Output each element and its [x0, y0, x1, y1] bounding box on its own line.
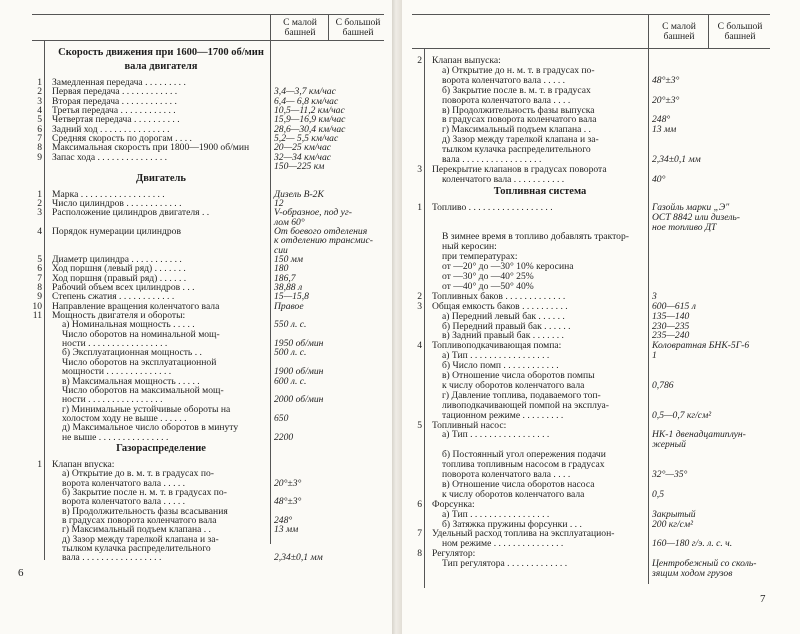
- parameter-value: НК-1 двенадцатиплун-: [652, 429, 746, 441]
- parameter-value: 0,5: [652, 488, 664, 500]
- section-title: вала двигателя: [124, 61, 198, 72]
- parameter-label: тылком кулачка распределительного: [62, 543, 211, 555]
- row-number: 6: [37, 263, 42, 275]
- parameter-label: Топливных баков . . . . . . . . . . . . .: [432, 290, 566, 302]
- parameter-label: Топливоподкачивающая помпа:: [432, 340, 562, 352]
- parameter-value: Дизель В-2К: [274, 188, 324, 200]
- parameter-label: Четвертая передача . . . . . . . . . .: [52, 114, 180, 126]
- parameter-value: 600—615 л: [652, 300, 696, 312]
- parameter-value: 2200: [274, 431, 294, 443]
- parameter-value: 38,88 л: [274, 282, 303, 293]
- row-number: 4: [37, 225, 42, 237]
- parameter-label: Третья передача . . . . . . . . . . . .: [52, 105, 176, 117]
- column-divider: [648, 14, 649, 584]
- parameter-label: Удельный расход топлива на эксплуатацион-: [432, 528, 615, 540]
- parameter-label: тационном режиме . . . . . . . . .: [442, 409, 564, 421]
- parameter-value: ОСТ 8842 или дизель-: [652, 211, 740, 223]
- parameter-value: ное топливо ДТ: [652, 221, 717, 233]
- row-number: 5: [37, 114, 42, 126]
- row-number: 2: [37, 86, 42, 98]
- parameter-label: в градусах поворота коленчатого вала: [62, 515, 217, 527]
- parameter-label: Марка . . . . . . . . . . . . . . . . . .: [52, 188, 165, 200]
- row-number: 5: [417, 419, 422, 431]
- header-bottom-rule: [32, 40, 384, 41]
- parameter-value: 5,2— 5,5 км/час: [274, 133, 339, 145]
- parameter-label: при температурах:: [442, 251, 518, 263]
- parameter-label: а) Тип . . . . . . . . . . . . . . . . .: [442, 429, 550, 441]
- parameter-value: 0,786: [652, 379, 674, 391]
- parameter-label: тылком кулачка распределительного: [442, 144, 591, 156]
- parameter-label: В зимнее время в топливо добавлять трактор-: [442, 231, 629, 243]
- parameter-label: Топливо . . . . . . . . . . . . . . . . . .: [432, 201, 553, 213]
- parameter-value: 600 л. с.: [274, 375, 307, 387]
- parameter-value: Правое: [274, 300, 304, 312]
- parameter-value: 186,7: [274, 272, 296, 284]
- parameter-label: Диаметр цилиндра . . . . . . . . . . .: [52, 253, 182, 265]
- parameter-label: вала . . . . . . . . . . . . . . . . .: [442, 154, 542, 165]
- parameter-label: ном режиме . . . . . . . . . . . . . . .: [442, 538, 564, 550]
- parameter-label: ворота коленчатого вала . . . . .: [62, 477, 186, 489]
- parameter-label: Направление вращения коленчатого вала: [52, 300, 220, 312]
- parameter-label: г) Максимальный подъем клапана . .: [62, 524, 211, 536]
- parameter-value: 230—235: [652, 320, 690, 332]
- parameter-label: Порядок нумерации цилиндров: [52, 225, 181, 237]
- parameter-value: 40°: [652, 173, 666, 185]
- page-number: 7: [760, 593, 766, 605]
- parameter-label: ности . . . . . . . . . . . . . . . . .: [62, 338, 168, 350]
- parameter-value: 12: [274, 197, 284, 209]
- row-number: 9: [37, 151, 42, 163]
- parameter-value: Коловратная БНК-5Г-6: [652, 340, 750, 352]
- parameter-label: д) Зазор между тарелкой клапана и за-: [442, 134, 599, 146]
- parameter-value: 32°—35°: [652, 469, 688, 480]
- row-number: 3: [37, 95, 42, 107]
- section-title: Топливная система: [493, 185, 587, 197]
- parameter-label: Топливный насос:: [432, 419, 507, 431]
- parameter-label: вала . . . . . . . . . . . . . . . . .: [62, 552, 162, 564]
- parameter-label: б) Передний правый бак . . . . . .: [442, 320, 571, 332]
- parameter-value: От боевого отделения: [274, 225, 368, 237]
- parameter-value: 48°±3°: [274, 496, 302, 508]
- left-page: [0, 0, 392, 634]
- parameter-value: 1: [652, 350, 657, 362]
- parameter-value: 6,4— 6,8 км/час: [274, 95, 339, 107]
- header-bottom-rule: [412, 48, 770, 49]
- parameter-label: Задний ход . . . . . . . . . . . . . . .: [52, 123, 170, 135]
- parameter-label: топлива топливным насосом в градусах: [442, 459, 605, 471]
- parameter-label: Мощность двигателя и обороты:: [52, 310, 186, 322]
- parameter-value: 20°±3°: [652, 94, 680, 106]
- parameter-label: а) Тип . . . . . . . . . . . . . . . . .: [442, 350, 550, 362]
- parameter-value: лом 60°: [274, 216, 305, 228]
- parameter-value: 150 мм: [274, 253, 304, 265]
- header-divider: [328, 14, 329, 40]
- parameter-label: Вторая передача . . . . . . . . . . . .: [52, 95, 177, 107]
- parameter-value: 3: [652, 290, 657, 302]
- section-title: Газораспределение: [116, 442, 206, 454]
- parameter-label: к числу оборотов коленчатого вала: [442, 488, 585, 500]
- row-number: 7: [417, 528, 422, 540]
- parameter-label: а) Открытие до в. м. т. в градусах по-: [62, 468, 214, 480]
- book-gutter: [392, 0, 402, 634]
- parameter-label: Ход поршня (левый ряд) . . . . . . .: [52, 263, 186, 275]
- parameter-label: Средняя скорость по дорогам . . . .: [52, 133, 192, 145]
- parameter-value: Закрытый: [652, 508, 696, 520]
- parameter-label: Тип регулятора . . . . . . . . . . . . .: [442, 558, 568, 570]
- row-number: 1: [37, 77, 42, 88]
- column-divider: [270, 14, 271, 544]
- parameter-value: 150—225 км: [274, 161, 325, 173]
- right-page: [402, 0, 800, 634]
- parameter-label: а) Номинальная мощность . . . . .: [62, 319, 195, 331]
- parameter-value: 500 л. с.: [274, 347, 307, 359]
- parameter-value: V-образное, под уг-: [274, 207, 352, 219]
- parameter-label: от —20° до —30° 10% керосина: [442, 261, 574, 273]
- parameter-label: от —40° до —50° 40%: [442, 280, 534, 292]
- parameter-label: б) Закрытие после н. м. т. в градусах по-: [62, 487, 227, 498]
- parameter-label: а) Передний левый бак . . . . . .: [442, 310, 565, 322]
- parameter-label: ливоподкачивающей помпой на эксплуа-: [442, 399, 609, 411]
- parameter-value: 248°: [652, 114, 671, 126]
- header-large-turret: С большой башней: [717, 21, 763, 42]
- parameter-value: 2,34±0,1 мм: [652, 154, 701, 165]
- section-title: Двигатель: [136, 172, 186, 184]
- parameter-value: 200 кг/см²: [652, 518, 693, 530]
- parameter-label: ворота коленчатого вала . . . . .: [62, 496, 186, 508]
- row-number: 1: [417, 201, 422, 213]
- parameter-value: сии: [274, 244, 288, 256]
- row-number: 8: [37, 282, 42, 293]
- parameter-label: Число оборотов на максимальной мощ-: [62, 384, 224, 396]
- parameter-value: 248°: [274, 515, 293, 527]
- parameter-label: б) Эксплуатационная мощность . .: [62, 347, 202, 359]
- parameter-label: а) Открытие до н. м. т. в градусах по-: [442, 64, 595, 76]
- parameter-value: 2,34±0,1 мм: [274, 552, 323, 564]
- parameter-value: Центробежный со сколь-: [652, 558, 757, 570]
- parameter-label: в) Продолжительность фазы выпуска: [442, 104, 595, 116]
- row-number: 8: [37, 142, 42, 154]
- row-number: 10: [32, 300, 42, 312]
- parameter-label: в) Задний правый бак . . . . . . .: [442, 330, 564, 342]
- parameter-label: г) Максимальный подъем клапана . .: [442, 124, 591, 136]
- parameter-value: 2000 об/мин: [274, 394, 324, 406]
- row-number: 11: [32, 310, 42, 322]
- parameter-label: б) Число помп . . . . . . . . . . . .: [442, 360, 559, 372]
- parameter-value: 10,5—11,2 км/час: [274, 105, 345, 117]
- row-number: 1: [37, 458, 42, 470]
- parameter-value: 15,9—16,9 км/час: [274, 114, 346, 126]
- parameter-label: б) Затяжка пружины форсунки . . .: [442, 518, 582, 530]
- parameter-label: в) Отношение числа оборотов помпы: [442, 370, 595, 381]
- parameter-value: 28,6—30,4 км/час: [274, 123, 346, 135]
- header-small-turret: С малой башней: [662, 21, 696, 42]
- header-small-turret: С малой башней: [283, 17, 317, 38]
- parameter-label: Рабочий объем всех цилиндров . . .: [52, 282, 195, 293]
- parameter-label: Число оборотов на эксплуатационной: [62, 356, 217, 368]
- parameter-label: Первая передача . . . . . . . . . . . .: [52, 86, 178, 98]
- row-number: 6: [417, 498, 422, 510]
- parameter-label: в) Продолжительность фазы всасывания: [62, 505, 228, 517]
- parameter-value: зящим ходом грузов: [652, 568, 733, 579]
- parameter-label: Замедленная передача . . . . . . . . .: [52, 77, 186, 88]
- parameter-label: г) Минимальные устойчивые обороты на: [62, 403, 231, 415]
- header-top-rule: [32, 14, 384, 15]
- header-large-turret: С большой башней: [335, 17, 381, 38]
- parameter-value: 235—240: [652, 330, 690, 342]
- parameter-value: 13 мм: [652, 124, 677, 136]
- parameter-label: Число цилиндров . . . . . . . . . . . .: [52, 197, 182, 209]
- parameter-value: 20—25 км/час: [274, 142, 332, 154]
- parameter-label: Перекрытие клапанов в градусах поворота: [432, 163, 607, 175]
- parameter-value: 160—180 г/э. л. с. ч.: [652, 538, 733, 550]
- parameter-label: коленчатого вала . . . . . . . . . . .: [442, 173, 565, 185]
- row-number: 8: [417, 548, 422, 560]
- parameter-label: Регулятор:: [432, 548, 476, 560]
- parameter-label: Клапан выпуска:: [432, 55, 501, 66]
- parameter-label: б) Постоянный угол опережения подачи: [442, 449, 606, 461]
- row-number: 7: [37, 133, 42, 145]
- parameter-value: 1900 об/мин: [274, 366, 324, 378]
- parameter-label: Форсунка:: [432, 498, 475, 510]
- parameter-label: Клапан впуска:: [52, 458, 115, 470]
- number-column-rule: [44, 40, 45, 560]
- row-number: 2: [37, 197, 42, 209]
- row-number: 3: [37, 207, 42, 219]
- parameter-label: Максимальная скорость при 1800—1900 об/мин: [52, 142, 250, 154]
- number-column-rule: [424, 48, 425, 588]
- row-number: 5: [37, 253, 42, 265]
- row-number: 2: [417, 290, 422, 302]
- parameter-value: 1950 об/мин: [274, 338, 324, 350]
- row-number: 2: [417, 55, 422, 66]
- parameter-value: 0,5—0,7 кг/см²: [652, 409, 712, 421]
- parameter-label: в) Отношение числа оборотов насоса: [442, 478, 595, 490]
- parameter-value: 135—140: [652, 310, 690, 322]
- parameter-label: Общая емкость баков . . . . . . . . . .: [432, 300, 568, 312]
- parameter-label: мощности . . . . . . . . . . . . . .: [62, 366, 172, 378]
- row-number: 6: [37, 123, 42, 135]
- parameter-label: поворота коленчатого вала . . . .: [442, 469, 571, 480]
- parameter-value: 48°±3°: [652, 74, 680, 86]
- parameter-label: к числу оборотов коленчатого вала: [442, 379, 585, 391]
- parameter-label: Запас хода . . . . . . . . . . . . . . .: [52, 151, 168, 163]
- parameter-value: 32—34 км/час: [274, 151, 332, 163]
- row-number: 3: [417, 163, 422, 175]
- parameter-value: Газойль марки „Э": [652, 201, 730, 213]
- parameter-label: ный керосин:: [442, 241, 497, 253]
- parameter-value: 15—15,8: [274, 291, 309, 303]
- parameter-value: 3,4—3,7 км/час: [274, 86, 336, 98]
- parameter-label: г) Давление топлива, подаваемого топ-: [442, 389, 601, 401]
- parameter-label: ворота коленчатого вала . . . . .: [442, 74, 566, 86]
- parameter-label: Ход поршня (правый ряд) . . . . . .: [52, 272, 187, 284]
- parameter-label: д) Зазор между тарелкой клапана и за-: [62, 533, 219, 545]
- parameter-label: Расположение цилиндров двигателя . .: [52, 207, 210, 219]
- parameter-label: не выше . . . . . . . . . . . . . . .: [62, 431, 169, 443]
- parameter-label: поворота коленчатого вала . . . .: [442, 94, 571, 106]
- parameter-label: ности . . . . . . . . . . . . . . . .: [62, 394, 163, 406]
- parameter-label: холостом ходу не выше . . . . . .: [62, 412, 187, 424]
- header-divider: [708, 14, 709, 48]
- parameter-label: б) Закрытие после в. м. т. в градусах: [442, 84, 591, 96]
- row-number: 4: [37, 105, 42, 117]
- header-top-rule: [412, 14, 770, 15]
- row-number: 1: [37, 188, 42, 200]
- parameter-label: Степень сжатия . . . . . . . . . . . .: [52, 291, 175, 303]
- parameter-value: к отделению трансмис-: [274, 235, 373, 247]
- row-number: 7: [37, 272, 42, 284]
- row-number: 9: [37, 291, 42, 303]
- parameter-value: жерный: [652, 439, 686, 451]
- row-number: 4: [417, 340, 422, 352]
- parameter-label: а) Тип . . . . . . . . . . . . . . . . .: [442, 508, 550, 520]
- parameter-label: в градусах поворота коленчатого вала: [442, 114, 597, 126]
- section-title: Скорость движения при 1600—1700 об/мин: [58, 47, 264, 58]
- page-number: 6: [18, 567, 24, 579]
- parameter-label: в) Максимальная мощность . . . . .: [62, 375, 200, 387]
- parameter-value: 13 мм: [274, 524, 299, 536]
- parameter-label: от —30° до —40° 25%: [442, 271, 534, 282]
- row-number: 3: [417, 300, 422, 312]
- parameter-value: 650: [274, 412, 289, 424]
- parameter-value: 180: [274, 263, 289, 275]
- parameter-value: 550 л. с.: [274, 319, 307, 331]
- parameter-label: Число оборотов на номинальной мощ-: [62, 328, 220, 340]
- parameter-label: д) Максимальное число оборотов в минуту: [62, 422, 239, 434]
- parameter-value: 20°±3°: [274, 477, 302, 489]
